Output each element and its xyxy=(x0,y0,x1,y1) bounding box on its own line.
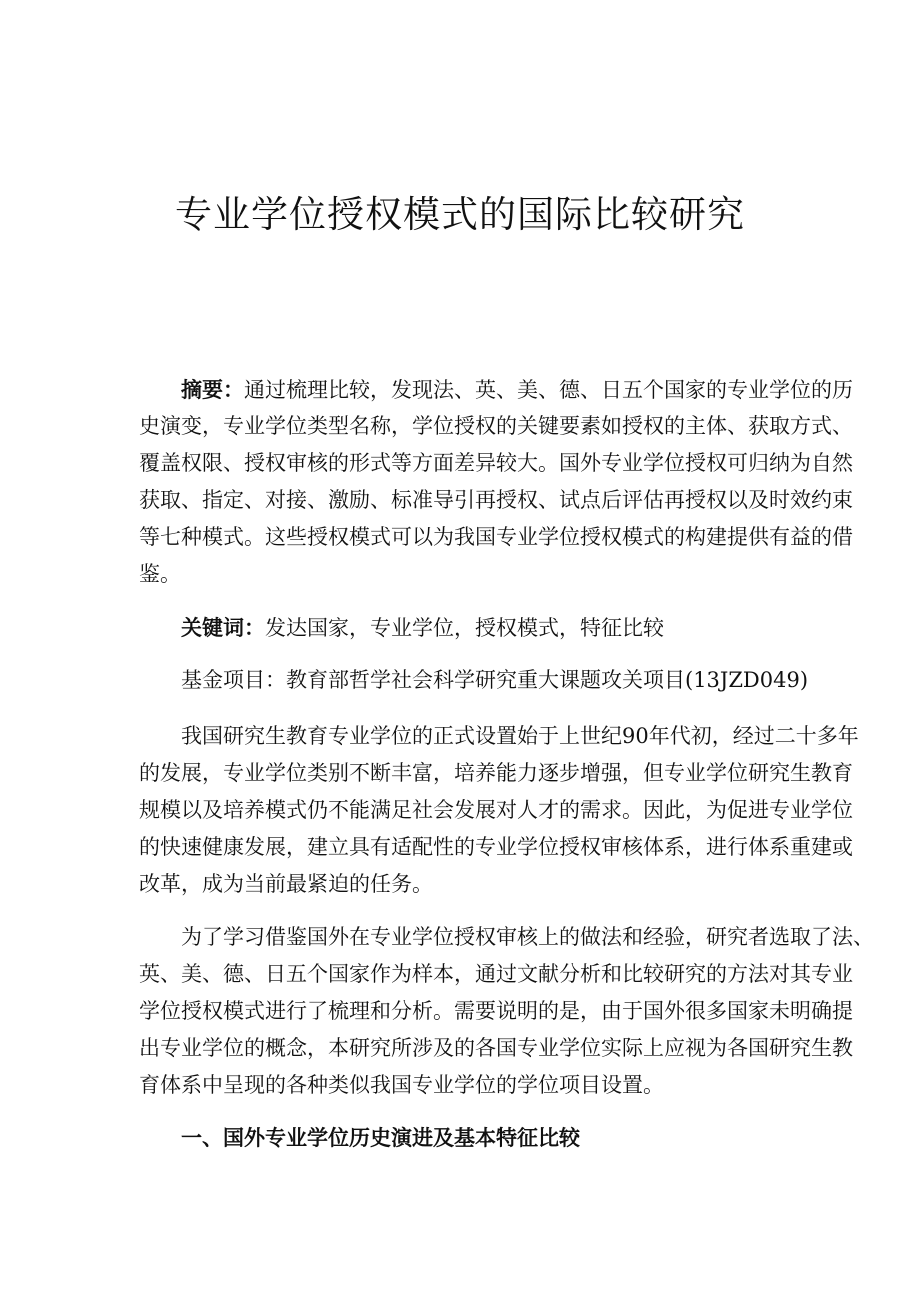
keywords-text: 发达国家，专业学位，授权模式，特征比较 xyxy=(265,616,664,640)
abstract-line: 摘要：通过梳理比较，发现法、英、美、德、日五个国家的专业学位的历 xyxy=(181,377,853,402)
abstract xyxy=(139,371,853,593)
document-title: 专业学位授权模式的国际比较研究 xyxy=(175,193,745,236)
abstract-label: 摘要： xyxy=(181,377,244,402)
abstract-line: 覆盖权限、授权审核的形式等方面差异较大。国外专业学位授权可归纳为自然 xyxy=(139,451,853,475)
fund-info: 基金项目：教育部哲学社会科学研究重大课题攻关项目(13JZD049) xyxy=(181,668,809,692)
paragraph-2: 为了学习借鉴国外在专业学位授权审核上的做法和经验，研究者选取了法、 英、美、德、日五个国家作为样本，通过文献分析和比较研究的方法对其专业 学位授权模式进行了梳理和分析。需要说明的是，由于国外很多国家未明确提 出专业学位的概念，本研究所涉及的各国专业学位实际上应视为各国研究生教 育体系中呈现的各种类似我国专业学位的学位项目设置。 xyxy=(139,925,874,1097)
abstract-line: 史演变，专业学位类型名称，学位授权的关键要素如授权的主体、获取方式、 xyxy=(139,414,853,438)
keywords xyxy=(139,609,779,646)
keywords-label: 关键词： xyxy=(181,615,265,640)
abstract-line: 鉴。 xyxy=(139,562,181,586)
abstract-line: 获取、指定、对接、激励、标准导引再授权、试点后评估再授权以及时效约束 xyxy=(139,488,853,512)
section-heading: 一、国外专业学位历史演进及基本特征比较 xyxy=(181,1125,580,1150)
abstract-line: 等七种模式。这些授权模式可以为我国专业学位授权模式的构建提供有益的借 xyxy=(139,525,853,549)
paragraph-1: 我国研究生教育专业学位的正式设置始于上世纪90年代初，经过二十多年 的发展，专业学位类别不断丰富，培养能力逐步增强，但专业学位研究生教育 规模以及培养模式仍不能满足社会发展对人才的需求。因此，为促进专业学位 的快速健康发展，建立具有适配性的专业学位授权审核体系，进行体系重建或 改革，成为当前最紧迫的任务。 xyxy=(139,724,859,896)
